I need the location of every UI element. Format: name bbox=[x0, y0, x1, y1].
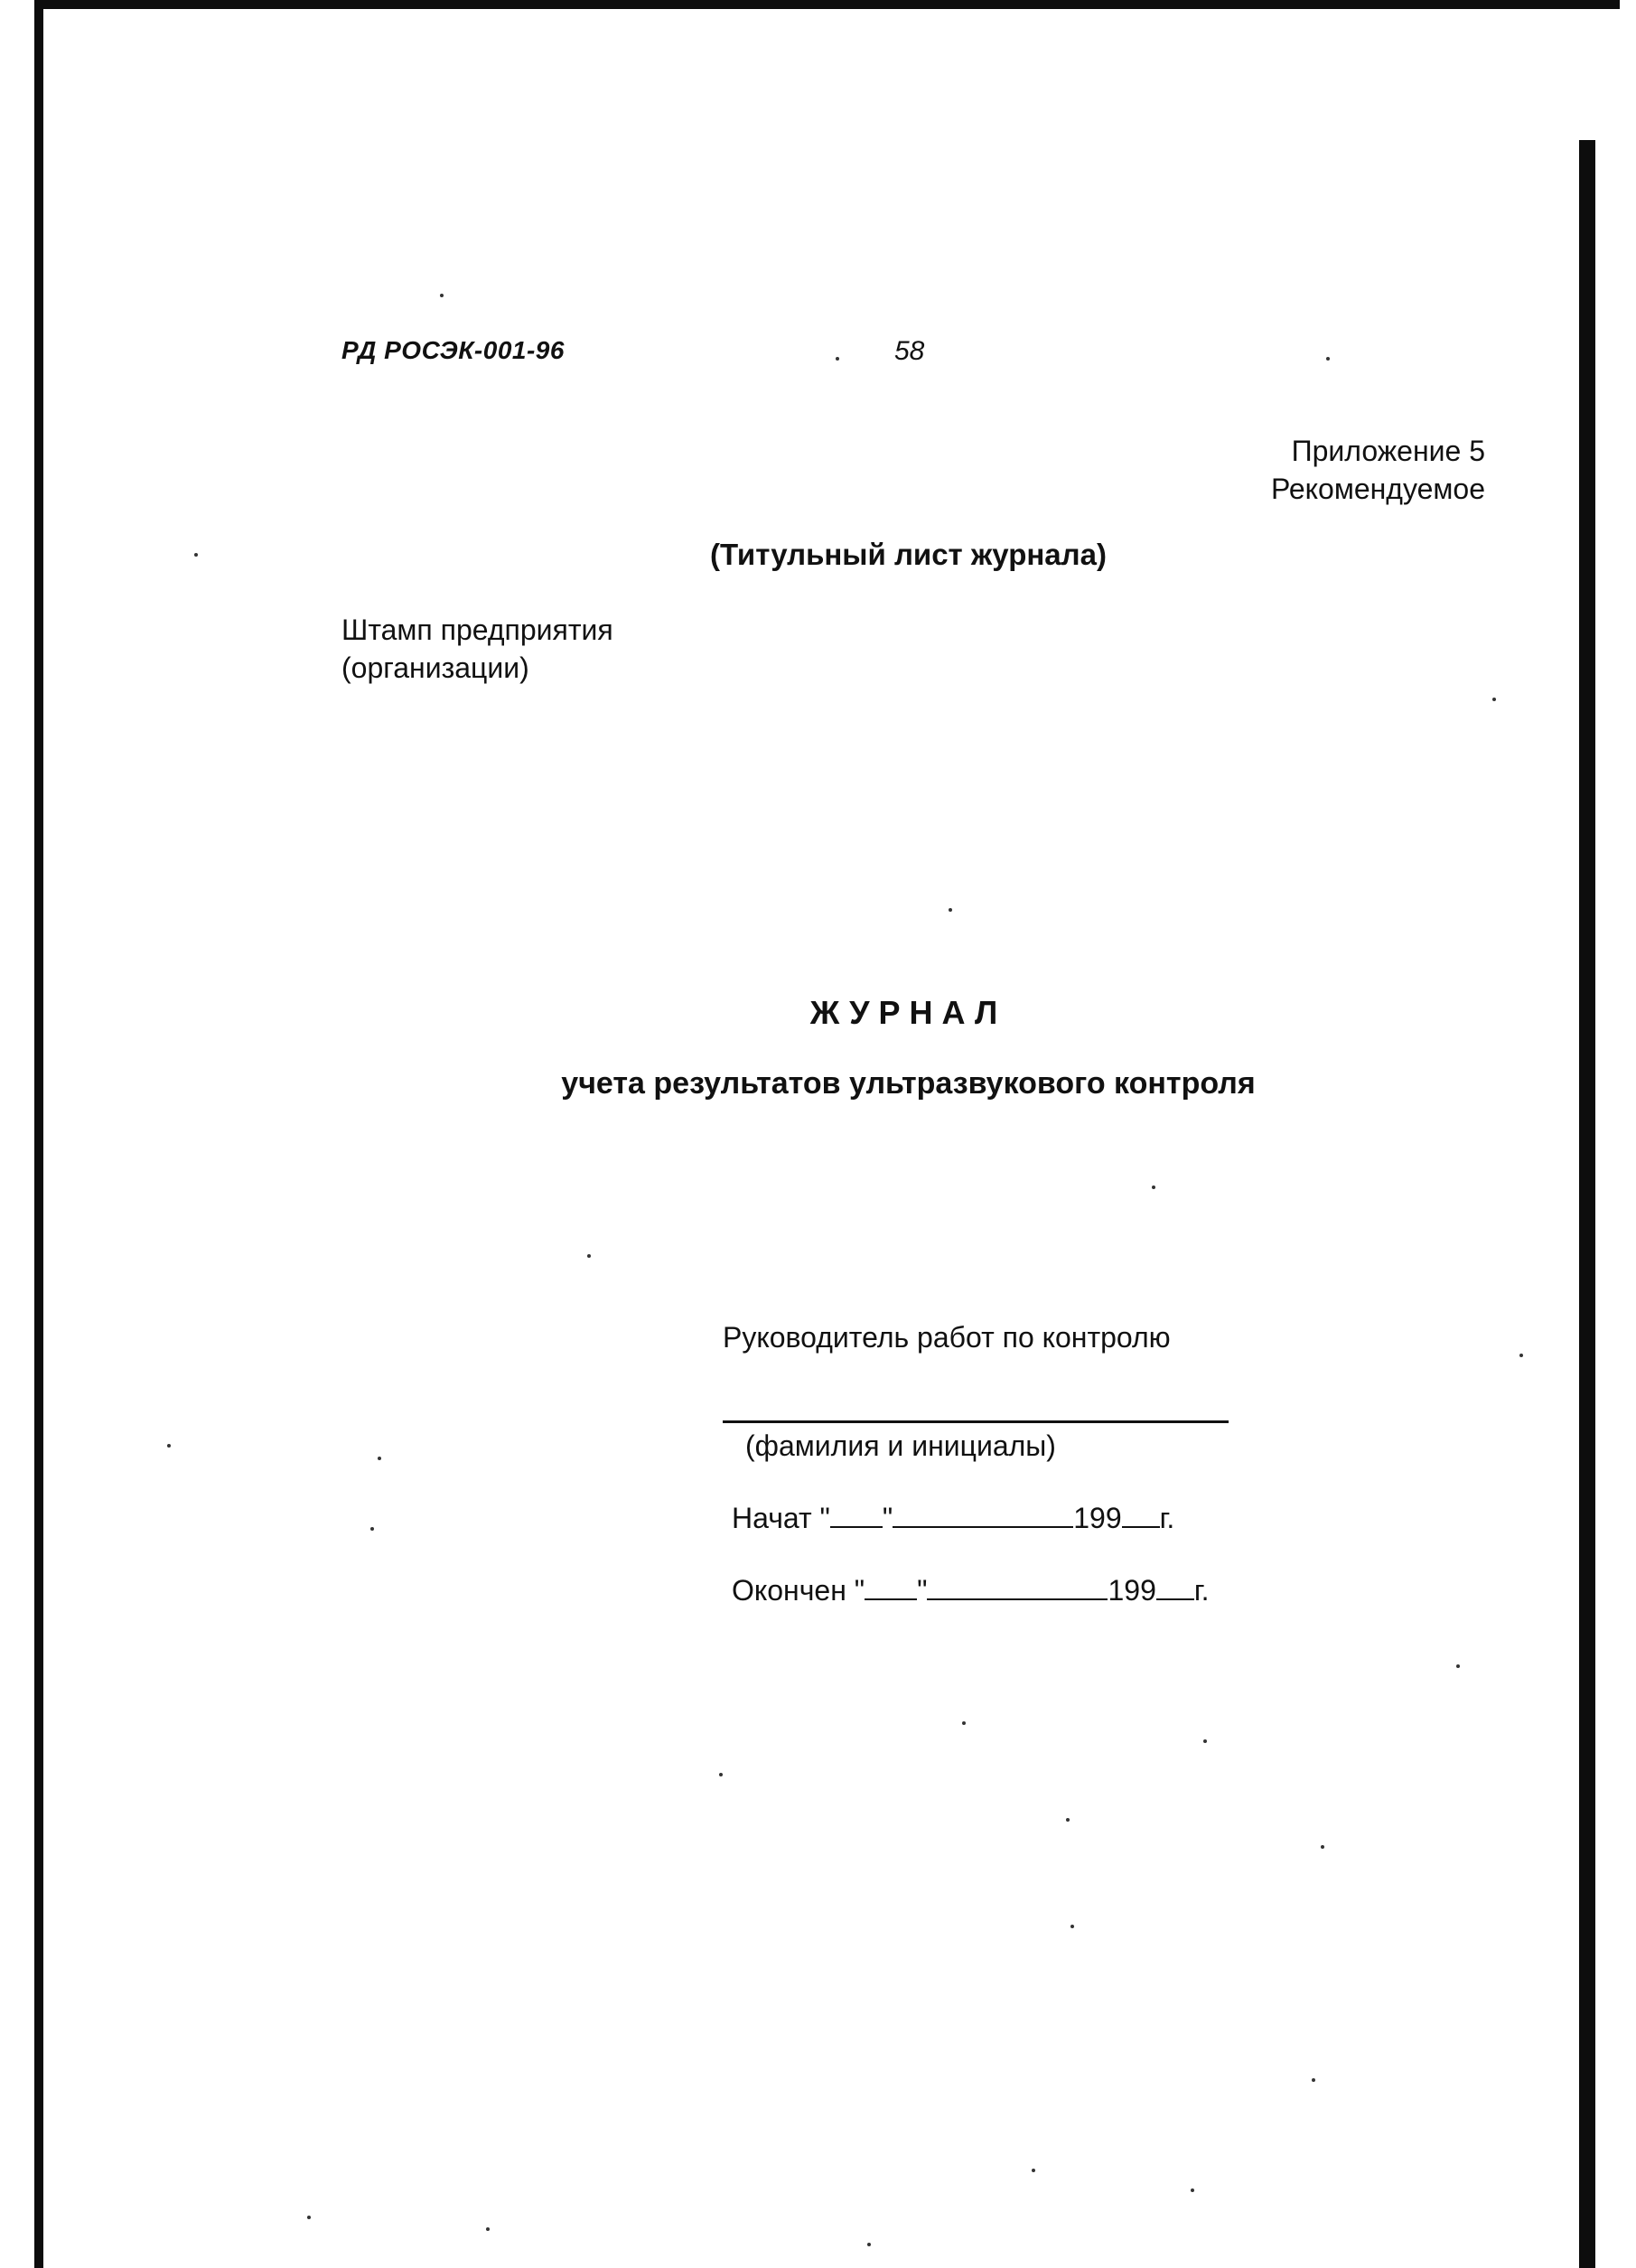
scan-speck bbox=[1203, 1739, 1207, 1743]
scan-border-left bbox=[34, 0, 43, 2268]
start-year-blank bbox=[1122, 1503, 1160, 1528]
open-quote: " bbox=[819, 1502, 830, 1534]
scan-speck bbox=[836, 357, 839, 361]
scan-speck bbox=[307, 2216, 311, 2219]
start-label: Начат bbox=[732, 1502, 812, 1534]
end-year-blank bbox=[1156, 1575, 1194, 1600]
scan-speck bbox=[486, 2227, 490, 2231]
scan-speck bbox=[1321, 1845, 1324, 1849]
scan-speck bbox=[962, 1721, 966, 1725]
close-quote: " bbox=[882, 1502, 893, 1534]
journal-subtitle: учета результатов ультразвукового контроля bbox=[561, 1066, 1256, 1101]
appendix-block bbox=[1271, 432, 1485, 508]
end-year-prefix: 199 bbox=[1108, 1574, 1156, 1607]
scan-speck bbox=[1519, 1354, 1523, 1357]
start-date-row bbox=[732, 1502, 1174, 1535]
document-code: РД РОСЭК-001-96 bbox=[341, 336, 565, 364]
scan-border-right bbox=[1579, 140, 1595, 2268]
scan-speck bbox=[1312, 2078, 1315, 2082]
stamp-line-1: Штамп предприятия bbox=[341, 614, 613, 646]
scan-speck bbox=[1492, 698, 1496, 701]
end-month-blank bbox=[927, 1575, 1108, 1600]
start-year-suffix: г. bbox=[1159, 1502, 1175, 1534]
scan-speck bbox=[587, 1254, 591, 1258]
scan-speck bbox=[719, 1773, 723, 1776]
scan-speck bbox=[1191, 2188, 1194, 2192]
scan-speck bbox=[440, 294, 444, 297]
supervisor-label: Руководитель работ по контролю bbox=[723, 1321, 1171, 1354]
end-year-suffix: г. bbox=[1193, 1574, 1210, 1607]
page-number: 58 bbox=[894, 336, 925, 366]
scan-speck bbox=[378, 1457, 381, 1460]
signature-caption: (фамилия и инициалы) bbox=[745, 1429, 1056, 1462]
stamp-line-2: (организации) bbox=[341, 651, 529, 684]
scan-speck bbox=[1326, 357, 1330, 361]
end-date-row bbox=[732, 1574, 1210, 1607]
start-day-blank bbox=[830, 1503, 883, 1528]
scan-speck bbox=[167, 1444, 171, 1448]
appendix-number: Приложение 5 bbox=[1291, 435, 1485, 467]
signature-line bbox=[723, 1420, 1229, 1423]
scan-speck bbox=[370, 1527, 374, 1531]
scan-speck bbox=[1456, 1664, 1460, 1668]
stamp-block bbox=[341, 611, 613, 687]
scan-speck bbox=[194, 553, 198, 557]
scan-speck bbox=[1070, 1925, 1074, 1928]
appendix-status: Рекомендуемое bbox=[1270, 473, 1485, 505]
end-label: Окончен bbox=[732, 1574, 846, 1607]
start-month-blank bbox=[893, 1503, 1073, 1528]
title-sheet-note: (Титульный лист журнала) bbox=[710, 538, 1107, 571]
scan-speck bbox=[867, 2243, 871, 2246]
journal-title: ЖУРНАЛ bbox=[809, 994, 1007, 1031]
scan-speck bbox=[949, 908, 952, 912]
scan-speck bbox=[1032, 2169, 1035, 2172]
close-quote: " bbox=[917, 1574, 928, 1607]
open-quote: " bbox=[854, 1574, 865, 1607]
scan-speck bbox=[1066, 1818, 1070, 1822]
scan-speck bbox=[1152, 1186, 1155, 1189]
scan-border-top bbox=[34, 0, 1620, 9]
end-day-blank bbox=[865, 1575, 917, 1600]
start-year-prefix: 199 bbox=[1073, 1502, 1122, 1534]
